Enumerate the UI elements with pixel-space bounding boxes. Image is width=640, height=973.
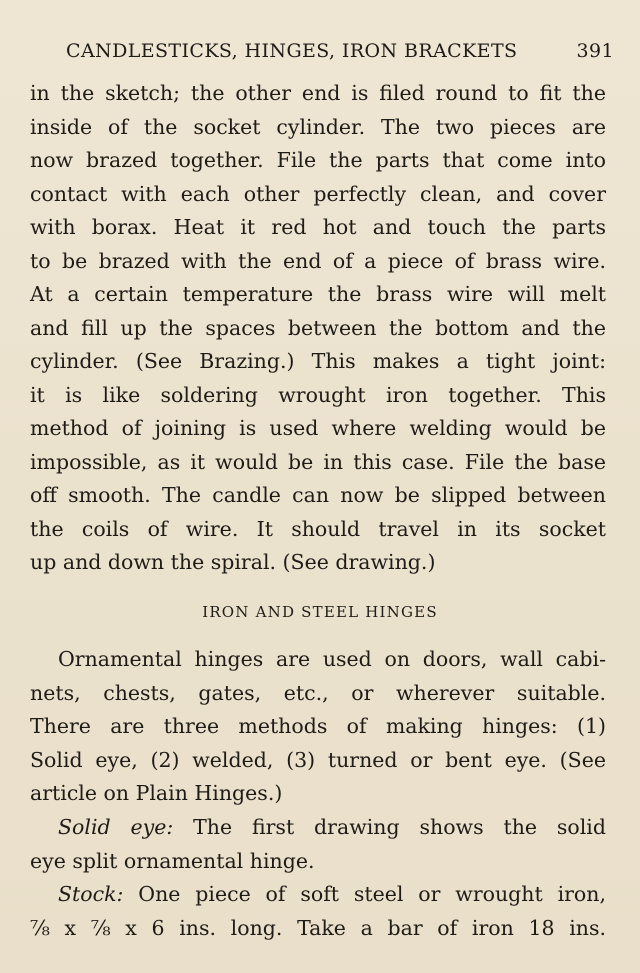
text-line: Ornamental hinges are used on doors, wall cabi- — [58, 647, 606, 671]
paragraph-brazing — [30, 77, 606, 580]
solid-eye-text: The first drawing shows the solid — [193, 815, 606, 839]
text-line: nets, chests, gates, etc., or wherever suitable. — [30, 680, 606, 705]
text-line: There are three methods of making hinges: (1) — [30, 714, 606, 738]
text-line: eye split ornamental hinge. — [30, 848, 315, 873]
running-title: CANDLESTICKS, HINGES, IRON BRACKETS — [66, 40, 518, 62]
solid-eye-label: Solid eye: — [58, 815, 174, 839]
text-line: impossible, as it would be in this case. File the base — [30, 449, 606, 474]
text-line: to be brazed with the end of a piece of brass wire. — [30, 248, 606, 273]
paragraph-hinges-intro — [30, 643, 606, 811]
text-line: with borax. Heat it red hot and touch the parts — [30, 215, 606, 239]
text-line: article on Plain Hinges.) — [30, 781, 283, 805]
section-heading: IRON AND STEEL HINGES — [202, 603, 438, 621]
text-line: At a certain temperature the brass wire will melt — [30, 282, 606, 306]
page-number: 391 — [576, 40, 614, 62]
text-line — [30, 811, 606, 845]
text-line: in the sketch; the other end is filed round to fit the — [30, 81, 606, 105]
text-line: and fill up the spaces between the bottom and the — [30, 315, 606, 340]
text-line: inside of the socket cylinder. The two pieces are — [30, 114, 606, 139]
text-line: Solid eye, (2) welded, (3) turned or bent eye. (See — [30, 747, 606, 772]
text-line: off smooth. The candle can now be slipped between — [30, 483, 606, 507]
text-line: cylinder. (See Brazing.) This makes a tight joint: — [30, 349, 606, 373]
stock-text: One piece of soft steel or wrought iron, — [138, 882, 606, 906]
text-line: method of joining is used where welding would be — [30, 416, 606, 440]
paragraph-stock — [30, 878, 606, 945]
text-line: it is like soldering wrought iron together. This — [30, 382, 606, 407]
paragraph-solid-eye — [30, 811, 606, 878]
text-line: contact with each other perfectly clean, and cover — [30, 181, 606, 206]
text-line: up and down the spiral. (See drawing.) — [30, 550, 436, 574]
stock-label: Stock: — [58, 882, 124, 906]
text-line: the coils of wire. It should travel in its socket — [30, 516, 606, 541]
text-line — [30, 878, 606, 912]
text-line: now brazed together. File the parts that come into — [30, 148, 606, 172]
text-line: ⅞ x ⅞ x 6 ins. long. Take a bar of iron 18 ins. — [30, 915, 606, 940]
